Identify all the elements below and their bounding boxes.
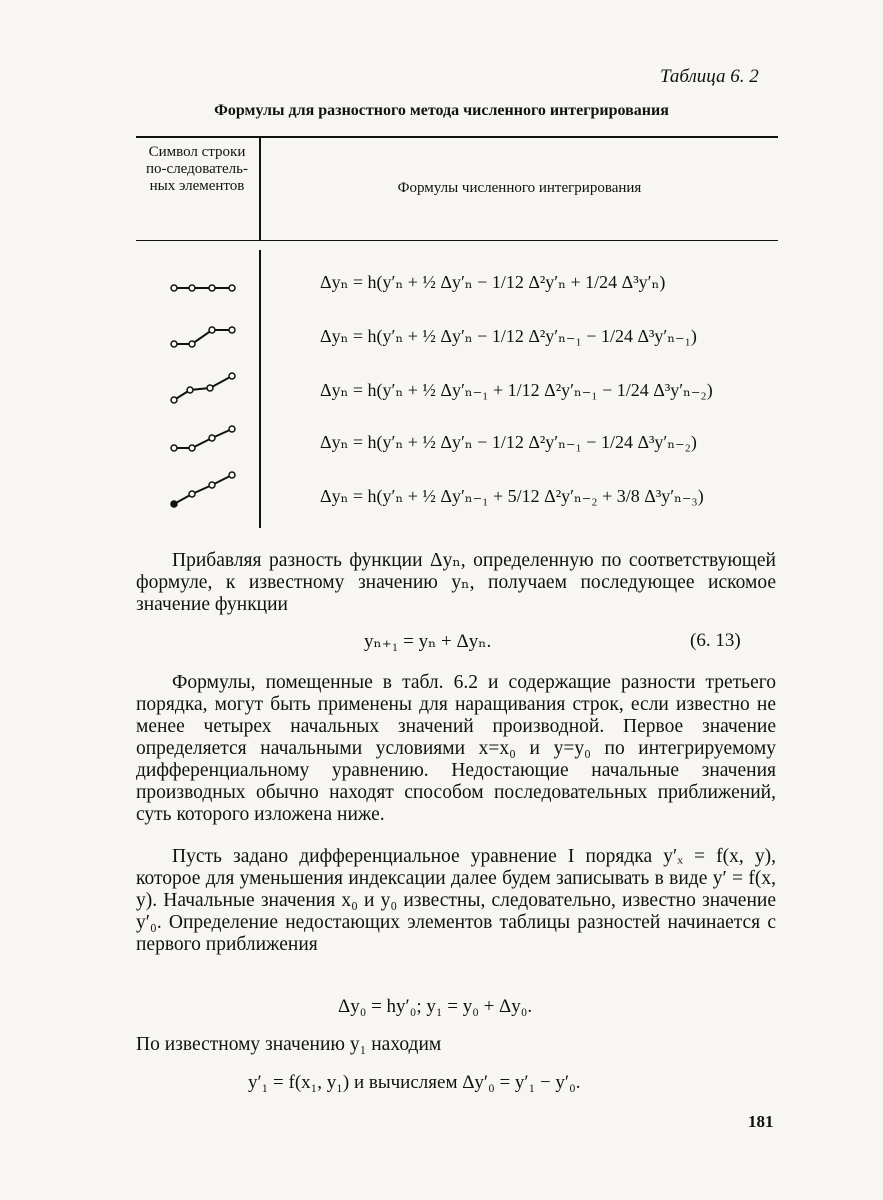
row-symbol-3: [168, 370, 240, 406]
row-symbol-2: [168, 320, 240, 350]
row-symbol-4: [168, 424, 240, 454]
table-title: Формулы для разностного метода численного интегрирования: [214, 102, 669, 119]
paragraph-4: По известному значению y₁ находим: [136, 1034, 442, 1055]
equation-6-13: yₙ₊₁ = yₙ + Δyₙ.: [364, 631, 492, 652]
column-header-symbol: Символ строки по-следователь-ных элементов: [146, 144, 248, 194]
row-symbol-5: [168, 470, 240, 510]
formula-row-3: Δyₙ = h(y′ₙ + ½ Δy′ₙ₋₁ + 1/12 Δ²y′ₙ₋₁ − 1/24 Δ³y′ₙ₋₂): [320, 380, 713, 400]
page-number: 181: [748, 1112, 774, 1131]
paragraph-3: Пусть задано дифференциальное уравнение I порядка y′ₓ = f(x, y), которое для уменьшения индексации далее будем записывать в виде y′ = f(x, y). Начальные значения x₀ и y₀ известны, следовательно, известно значение y′₀. Определение недостающих элементов таблицы разностей начинается с первого приближения: [136, 846, 776, 955]
equation-first-approximation: Δy₀ = hy′₀; y₁ = y₀ + Δy₀.: [338, 996, 533, 1017]
formula-row-5: Δyₙ = h(y′ₙ + ½ Δy′ₙ₋₁ + 5/12 Δ²y′ₙ₋₂ + 3/8 Δ³y′ₙ₋₃): [320, 486, 704, 506]
formula-row-4: Δyₙ = h(y′ₙ + ½ Δy′ₙ − 1/12 Δ²y′ₙ₋₁ − 1/24 Δ³y′ₙ₋₂): [320, 432, 697, 452]
table-body-divider: [259, 250, 261, 528]
equation-derivative: y′₁ = f(x₁, y₁) и вычисляем Δy′₀ = y′₁ − y′₀.: [248, 1072, 581, 1093]
equation-6-13-number: (6. 13): [690, 630, 741, 651]
paragraph-1: Прибавляя разность функции Δyₙ, определенную по соответствующей формуле, к известному значению yₙ, получаем последующее искомое значение функции: [136, 550, 776, 615]
table-header-rule: [136, 240, 778, 241]
table-label: Таблица 6. 2: [660, 66, 759, 87]
table-header-divider: [259, 137, 261, 240]
formula-row-2: Δyₙ = h(y′ₙ + ½ Δy′ₙ − 1/12 Δ²y′ₙ₋₁ − 1/24 Δ³y′ₙ₋₁): [320, 326, 697, 346]
paragraph-2: Формулы, помещенные в табл. 6.2 и содержащие разности третьего порядка, могут быть применены для наращивания строк, если известно не менее четырех начальных значений производной. Первое значение определяется начальными условиями x=x₀ и y=y₀ по интегрируемому дифференциальному уравнению. Недостающие начальные значения производных обычно находят способом последовательных приближений, суть которого изложена ниже.: [136, 672, 776, 825]
row-symbol-1: [168, 276, 240, 296]
formula-row-1: Δyₙ = h(y′ₙ + ½ Δy′ₙ − 1/12 Δ²y′ₙ + 1/24 Δ³y′ₙ): [320, 272, 666, 292]
column-header-formulas: Формулы численного интегрирования: [397, 180, 642, 196]
table-top-rule: [136, 136, 778, 138]
